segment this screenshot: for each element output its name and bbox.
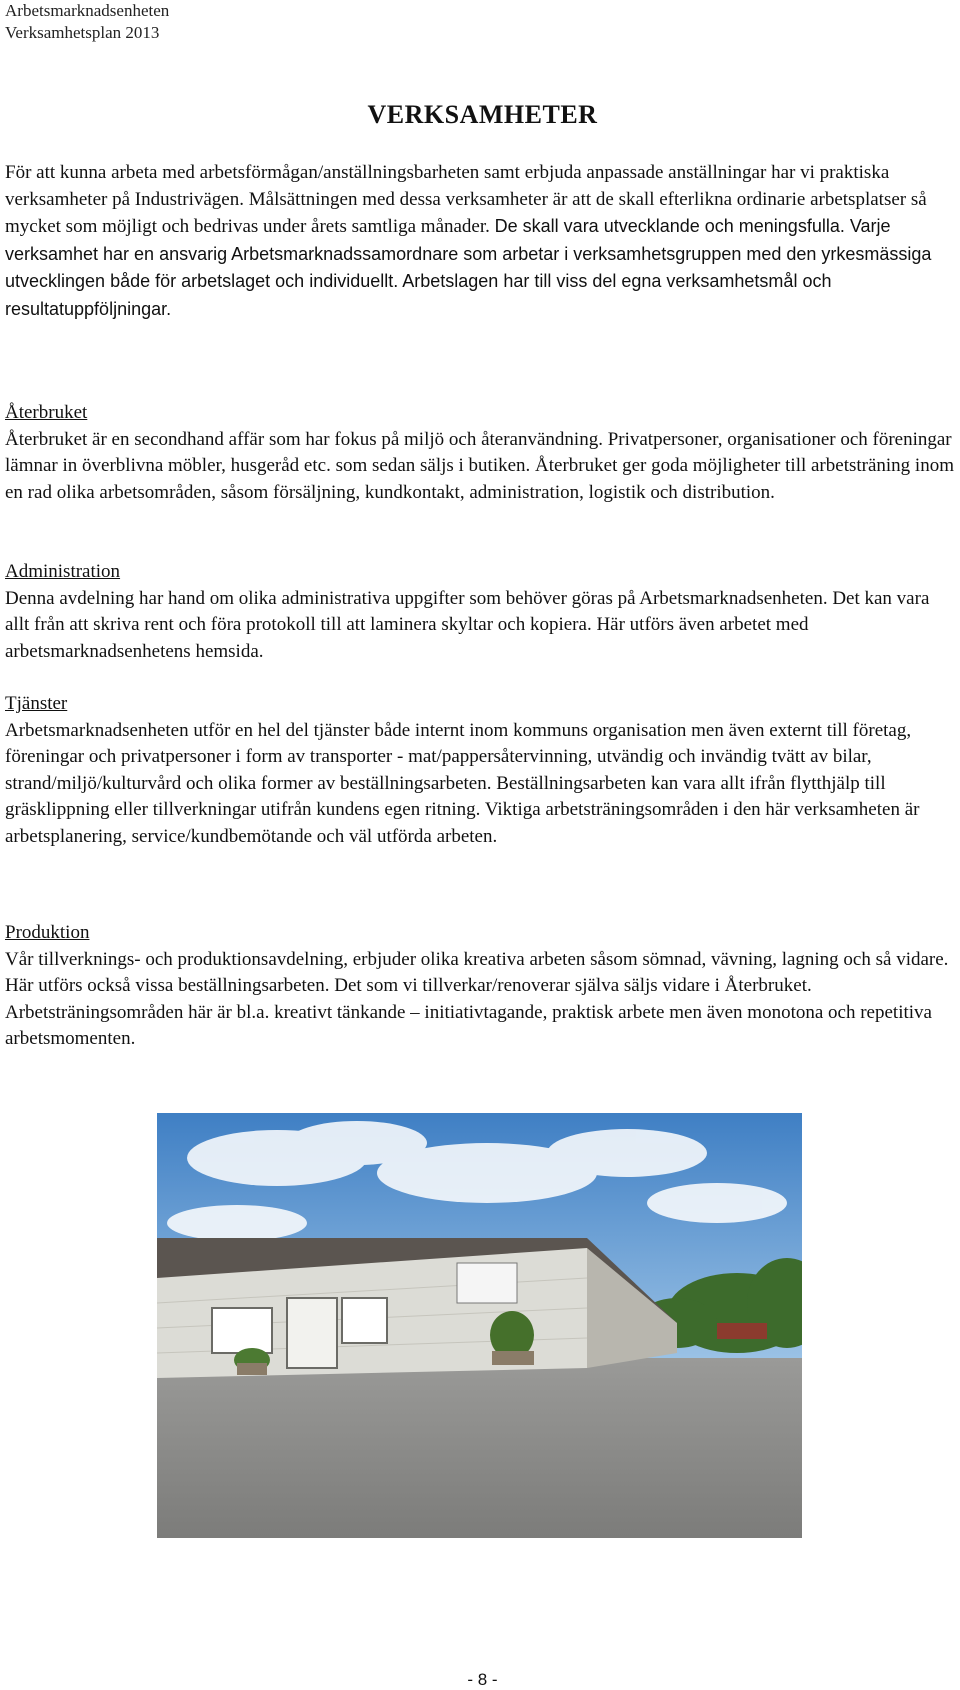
section-produktion: [5, 920, 955, 1053]
section-heading: Administration: [5, 561, 121, 582]
section-text: Vår tillverknings- och produktionsavdelning, erbjuder olika kreativa arbeten såsom sömnad, vävning, lagning och så vidare. Här utförs också vissa beställningsarbeten. Det som vi tillverkar/renoverar själva säljs vidare i Återbruket. Arbetsträningsområden här är bl.a. kreativt tänkande – initiativtagande, praktisk arbete men även monotona och repetitiva arbetsmomenten.: [5, 948, 949, 1049]
section-text: Arbetsmarknadsenheten utför en hel del tjänster både internt inom kommuns organisation men även externt till företag, föreningar och privatpersoner i form av transporter - mat/pappersåtervinning, utvändig och invändig tvätt av bilar, strand/miljö/kulturvård och olika former av beställningsarbeten. Beställningsarbeten kan vara allt ifrån flytthjälp till gräsklippning eller tillverkningar utifrån kundens egen ritning. Viktiga arbetsträningsområden i den här verksamheten är arbetsplanering, service/kundbemötande och väl utförda arbeten.: [5, 719, 920, 847]
intro-paragraph: [5, 160, 955, 323]
ground: [157, 1358, 802, 1538]
section-text: Denna avdelning har hand om olika administrativa uppgifter som behöver göras på Arbetsmarknadsenheten. Det kan vara allt från att skriva rent och föra protokoll till att laminera skyltar och kopiera. Här utförs även arbetet med arbetsmarknadsenhetens hemsida.: [5, 587, 930, 662]
section-text: Återbruket är en secondhand affär som har fokus på miljö och återanvändning. Privatpersoner, organisationer och föreningar lämnar in överblivna möbler, husgeråd etc. som sedan säljs i butiken. Återbruket ger goda möjligheter till arbetsträning inom en rad olika arbetsområden, såsom försäljning, kundkontakt, administration, logistik och distribution.: [5, 428, 954, 503]
intro-text-part1: För att kunna arbeta med arbetsförmågan/anställningsbarheten samt erbjuda anpassade anställningar har vi praktiska verksamheter på Industrivägen. Målsättningen med dessa verksamheter är att de skall efterlikna ordinarie arbetsplatser så mycket som möjligt och bedrivas under årets samtliga månader.: [5, 162, 927, 237]
entrance-door: [287, 1298, 337, 1368]
page-title: VERKSAMHETER: [367, 100, 598, 129]
header-doc-title: Verksamhetsplan 2013: [5, 23, 160, 42]
section-tjanster: [5, 691, 955, 850]
intro-text-part2: De skall vara utvecklande och meningsfulla. Varje verksamhet har en ansvarig Arbetsmarknadssamordnare som arbetar i verksamhetsgruppen med den yrkesmässiga utvecklingen både för arbetslaget och individuellt. Arbetslagen har till viss del egna verksamhetsmål och resultatuppföljningar.: [5, 216, 932, 319]
section-heading: Produktion: [5, 922, 90, 943]
section-administration: [5, 559, 955, 665]
section-aterbruket: [5, 400, 955, 506]
vehicle: [717, 1323, 767, 1339]
page-header: [5, 0, 169, 44]
intro-section: [5, 160, 955, 323]
section-heading: Tjänster: [5, 693, 68, 714]
building-photo: [157, 1113, 802, 1538]
page-number: - 8 -: [467, 1670, 498, 1689]
wall-sign: [457, 1263, 517, 1303]
header-org: Arbetsmarknadsenheten: [5, 1, 170, 20]
section-heading: Återbruket: [5, 402, 88, 423]
